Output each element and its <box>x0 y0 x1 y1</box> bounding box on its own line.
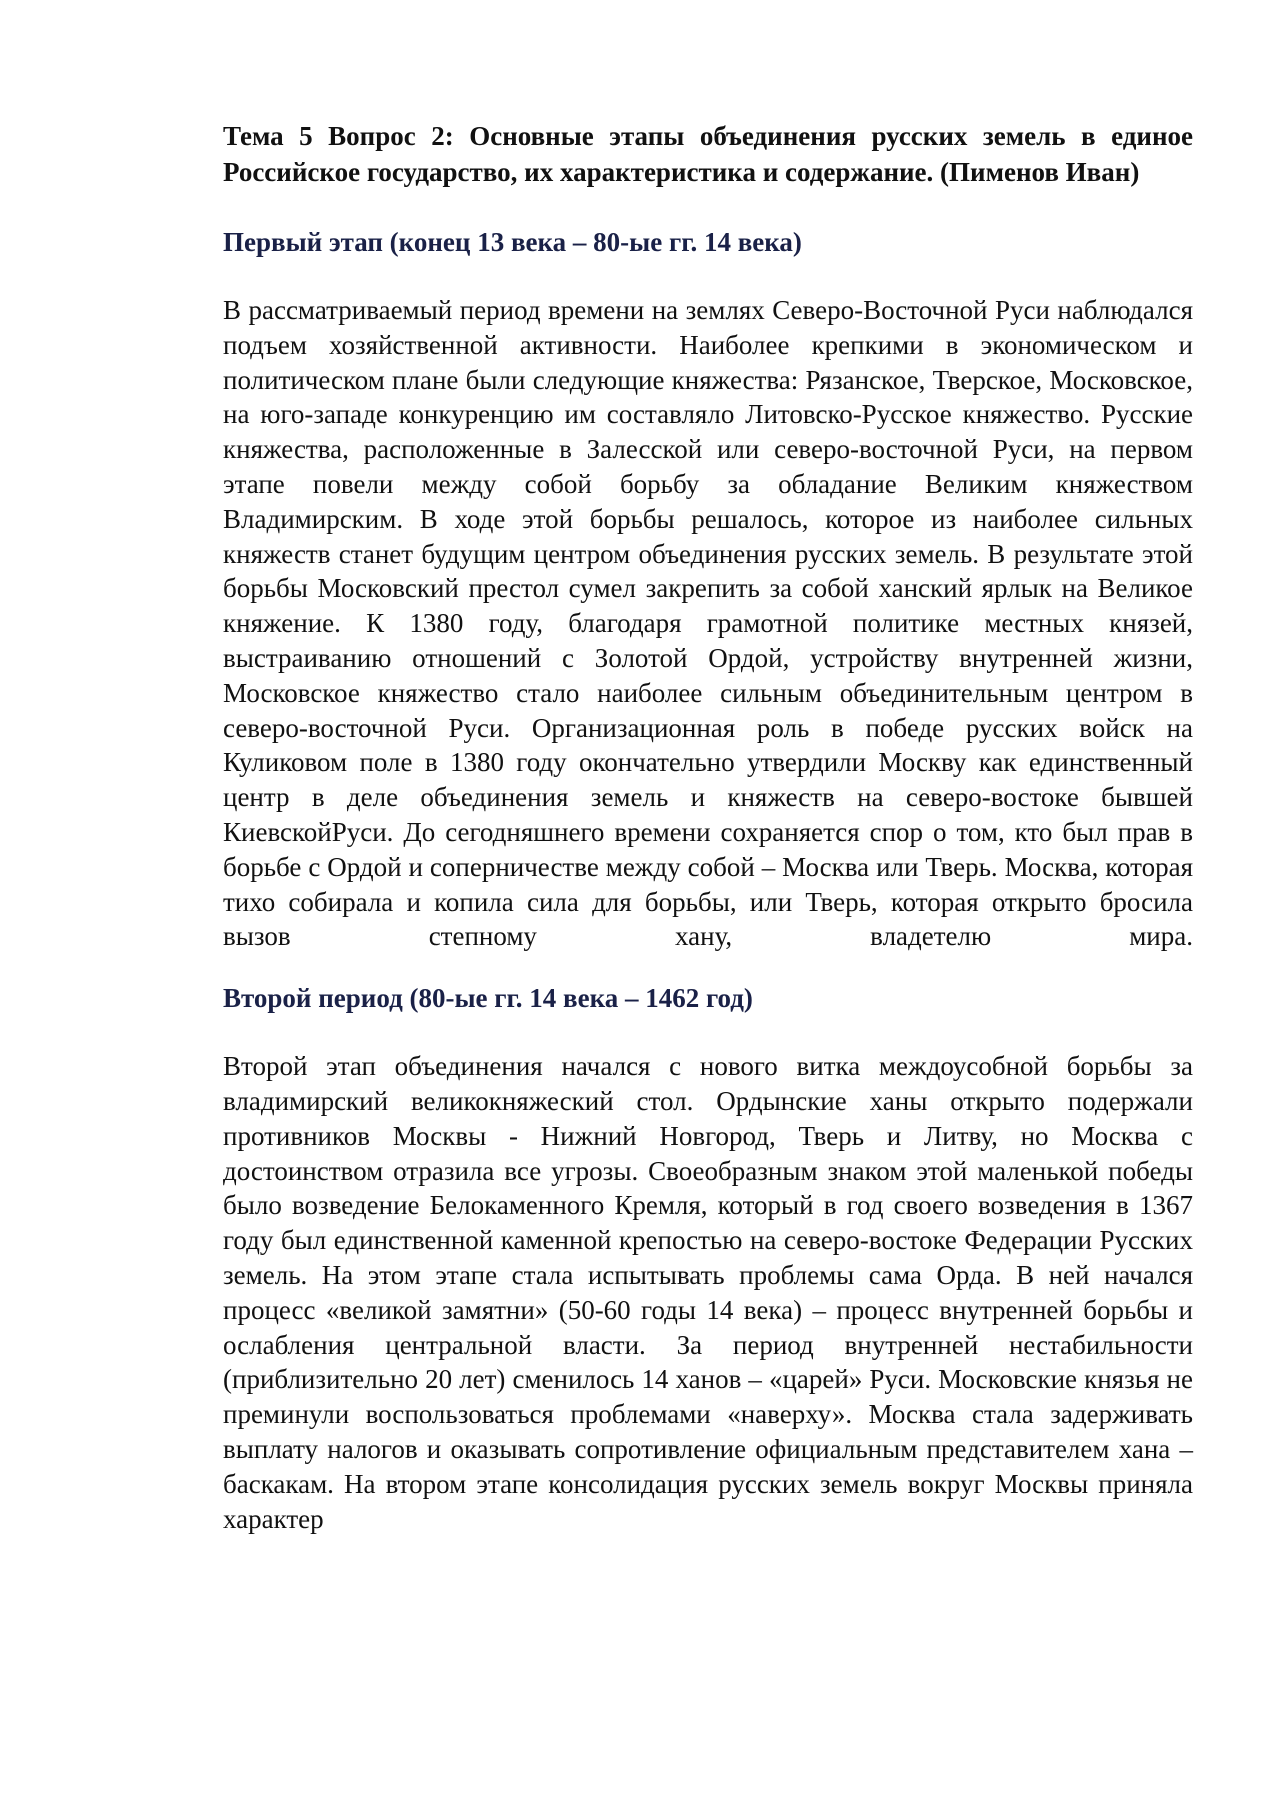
document-page <box>223 118 1193 1536</box>
section-heading-second-period: Второй период (80-ые гг. 14 века – 1462 год) <box>223 983 753 1014</box>
document-title: Тема 5 Вопрос 2: Основные этапы объединения русских земель в единое Российское государство, их характеристика и содержание. (Пименов Иван) <box>223 121 1193 187</box>
section-paragraph-second-period: Второй этап объединения начался с нового витка междоусобной борьбы за владимирский великокняжеский стол. Ордынские ханы открыто подержали противников Москвы - Нижний Новгород, Тверь и Литву, но Москва с достоинством отразила все угрозы. Своеобразным знаком этой маленькой победы было возведение Белокаменного Кремля, который в год своего возведения в 1367 году был единственной каменной крепостью на северо-востоке Федерации Русских земель. На этом этапе стала испытывать проблемы сама Орда. В ней начался процесс «великой замятни» (50-60 годы 14 века) – процесс внутренней борьбы и ослабления центральной власти. За период внутренней нестабильности (приблизительно 20 лет) сменилось 14 ханов – «царей» Руси. Московские князья не преминули воспользоваться проблемами «наверху». Москва стала задерживать выплату налогов и оказывать сопротивление официальным представителем хана – баскакам. На втором этапе консолидация русских земель вокруг Москвы приняла характер <box>223 1051 1193 1534</box>
section-heading-first-stage: Первый этап (конец 13 века – 80-ые гг. 14 века) <box>223 227 802 257</box>
section-paragraph-first-stage: В рассматриваемый период времени на землях Северо-Восточной Руси наблюдался подъем хозяйственной активности. Наиболее крепкими в экономическом и политическом плане были следующие княжества: Рязанское, Тверское, Московское, на юго-западе конкуренцию им составляло Литовско-Русское княжество. Русские княжества, расположенные в Залесской или северо-восточной Руси, на первом этапе повели между собой борьбу за обладание Великим княжеством Владимирским. В ходе этой борьбы решалось, которое из наиболее сильных княжеств станет будущим центром объединения русских земель. В результате этой борьбы Московский престол сумел закрепить за собой ханский ярлык на Великое княжение. К 1380 году, благодаря грамотной политике местных князей, выстраиванию отношений с Золотой Ордой, устройству внутренней жизни, Московское княжество стало наиболее сильным объединительным центром в северо-восточной Руси. Организационная роль в победе русских войск на Куликовом поле в 1380 году окончательно утвердили Москву как единственный центр в деле объединения земель и княжеств на северо-востоке бывшей КиевскойРуси. До сегодняшнего времени сохраняется спор о том, кто был прав в борьбе с Ордой и соперничестве между собой – Москва или Тверь. Москва, которая тихо собирала и копила сила для борьбы, или Тверь, которая открыто бросила вызов степному хану, владетелю мира. <box>223 295 1193 952</box>
